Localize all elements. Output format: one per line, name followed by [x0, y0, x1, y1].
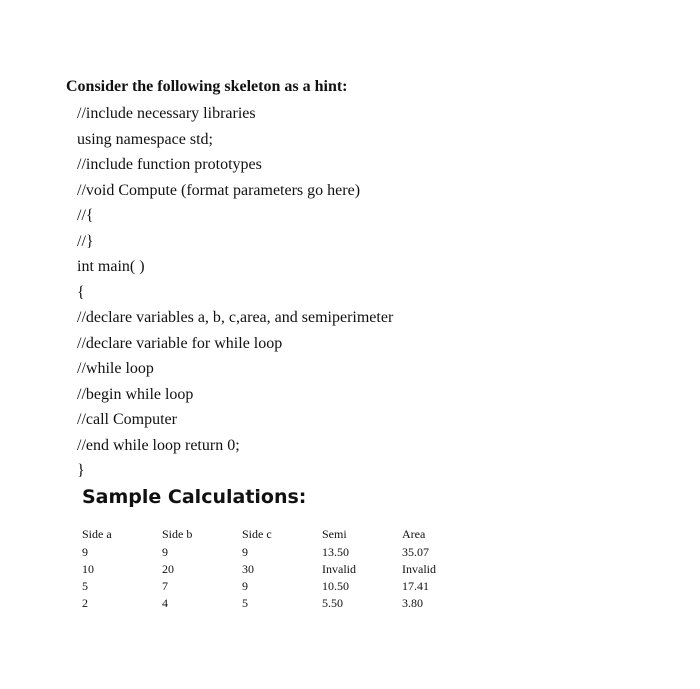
table-cell: 35.07	[402, 545, 429, 559]
code-line: {	[77, 284, 85, 301]
table-cell: 9	[242, 545, 248, 559]
table-header: Side c	[242, 527, 272, 541]
table-header: Side a	[82, 527, 112, 541]
code-line: //{	[77, 207, 94, 224]
code-line: //declare variables a, b, c,area, and semiperimeter	[77, 309, 394, 326]
code-line: using namespace std;	[77, 131, 213, 148]
table-cell: Invalid	[322, 562, 356, 576]
table-cell: 7	[162, 579, 168, 593]
code-line: //while loop	[77, 360, 154, 377]
table-cell: 9	[82, 545, 88, 559]
code-line: //include function prototypes	[77, 156, 262, 173]
code-line: //end while loop return 0;	[77, 437, 240, 454]
code-line: //include necessary libraries	[77, 105, 256, 122]
table-cell: 30	[242, 562, 254, 576]
code-line: //call Computer	[77, 411, 177, 428]
sample-heading: Sample Calculations:	[82, 486, 307, 508]
table-cell: Invalid	[402, 562, 436, 576]
code-line: //}	[77, 233, 94, 250]
table-cell: 9	[242, 579, 248, 593]
table-cell: 2	[82, 596, 88, 610]
table-cell: 10	[82, 562, 94, 576]
table-cell: 20	[162, 562, 174, 576]
table-cell: 5	[82, 579, 88, 593]
code-line: //begin while loop	[77, 386, 194, 403]
table-cell: 5.50	[322, 596, 343, 610]
table-cell: 5	[242, 596, 248, 610]
table-header: Semi	[322, 527, 347, 541]
table-cell: 3.80	[402, 596, 423, 610]
hint-heading: Consider the following skeleton as a hint:	[66, 78, 348, 95]
table-header: Area	[402, 527, 426, 541]
table-header: Side b	[162, 527, 193, 541]
code-line: int main( )	[77, 258, 145, 275]
table-cell: 4	[162, 596, 168, 610]
code-line: //void Compute (format parameters go here)	[77, 182, 361, 199]
table-cell: 13.50	[322, 545, 349, 559]
table-cell: 17.41	[402, 579, 429, 593]
table-cell: 10.50	[322, 579, 349, 593]
code-line: //declare variable for while loop	[77, 335, 283, 352]
code-line: }	[77, 462, 85, 479]
table-cell: 9	[162, 545, 168, 559]
